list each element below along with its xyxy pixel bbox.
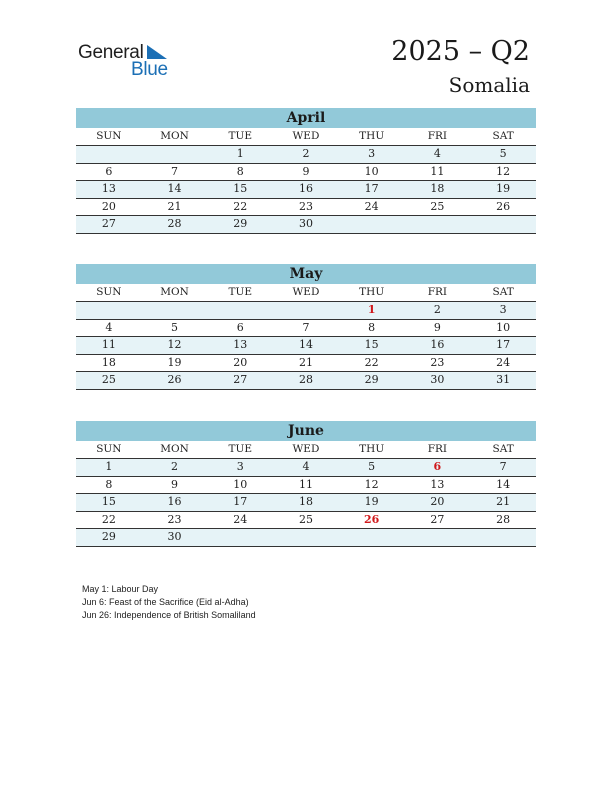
- week-row: [76, 529, 536, 547]
- day-cell: 27: [405, 511, 471, 529]
- day-cell: 12: [339, 476, 405, 494]
- empty-day-cell: [339, 216, 405, 234]
- holiday-note: Jun 26: Independence of British Somaliland: [82, 610, 256, 620]
- empty-day-cell: [470, 216, 536, 234]
- day-cell: 24: [470, 354, 536, 372]
- day-cell: 20: [405, 494, 471, 512]
- day-cell: 9: [142, 476, 208, 494]
- empty-day-cell: [142, 146, 208, 164]
- day-cell: 4: [76, 319, 142, 337]
- empty-day-cell: [207, 302, 273, 320]
- month-grid: [76, 284, 536, 390]
- day-cell: 14: [142, 181, 208, 199]
- holiday-note: Jun 6: Feast of the Sacrifice (Eid al-Adha): [82, 597, 249, 607]
- day-cell: 1: [76, 459, 142, 477]
- day-cell: 21: [273, 354, 339, 372]
- day-cell: 6: [405, 459, 471, 477]
- day-cell: 26: [142, 372, 208, 390]
- day-cell: 19: [142, 354, 208, 372]
- holiday-note: May 1: Labour Day: [82, 584, 159, 594]
- day-cell: 2: [405, 302, 471, 320]
- weekday-label: THU: [339, 128, 405, 146]
- day-cell: 12: [470, 163, 536, 181]
- day-cell: 9: [405, 319, 471, 337]
- day-cell: 28: [470, 511, 536, 529]
- weekday-label: WED: [273, 441, 339, 459]
- day-cell: 4: [405, 146, 471, 164]
- day-cell: 8: [76, 476, 142, 494]
- weekday-label: TUE: [207, 441, 273, 459]
- day-cell: 29: [207, 216, 273, 234]
- day-cell: 24: [339, 198, 405, 216]
- month-grid: [76, 128, 536, 234]
- day-cell: 10: [470, 319, 536, 337]
- day-cell: 10: [339, 163, 405, 181]
- day-cell: 30: [273, 216, 339, 234]
- page-title: 2025 – Q2: [391, 36, 530, 67]
- day-cell: 22: [339, 354, 405, 372]
- day-cell: 8: [339, 319, 405, 337]
- day-cell: 5: [142, 319, 208, 337]
- month-grid: [76, 441, 536, 547]
- week-row: [76, 198, 536, 216]
- weekday-label: SUN: [76, 284, 142, 302]
- week-row: [76, 319, 536, 337]
- weekday-label: WED: [273, 128, 339, 146]
- day-cell: 21: [142, 198, 208, 216]
- day-cell: 28: [273, 372, 339, 390]
- day-cell: 28: [142, 216, 208, 234]
- day-cell: 31: [470, 372, 536, 390]
- weekday-label: SUN: [76, 441, 142, 459]
- week-row: [76, 372, 536, 390]
- day-cell: 8: [207, 163, 273, 181]
- empty-day-cell: [207, 529, 273, 547]
- week-row: [76, 476, 536, 494]
- weekday-label: FRI: [405, 284, 471, 302]
- day-cell: 15: [207, 181, 273, 199]
- week-row: [76, 511, 536, 529]
- weekday-label: MON: [142, 284, 208, 302]
- weekday-label: TUE: [207, 128, 273, 146]
- day-cell: 7: [273, 319, 339, 337]
- week-row: [76, 459, 536, 477]
- day-cell: 14: [470, 476, 536, 494]
- day-cell: 22: [76, 511, 142, 529]
- weekday-label: WED: [273, 284, 339, 302]
- day-cell: 12: [142, 337, 208, 355]
- week-row: [76, 302, 536, 320]
- day-cell: 2: [142, 459, 208, 477]
- day-cell: 27: [207, 372, 273, 390]
- day-cell: 23: [273, 198, 339, 216]
- weekday-label: SAT: [470, 284, 536, 302]
- day-cell: 5: [470, 146, 536, 164]
- day-cell: 13: [405, 476, 471, 494]
- day-cell: 11: [273, 476, 339, 494]
- day-cell: 6: [207, 319, 273, 337]
- day-cell: 23: [405, 354, 471, 372]
- day-cell: 30: [142, 529, 208, 547]
- weekday-label: MON: [142, 128, 208, 146]
- day-cell: 24: [207, 511, 273, 529]
- empty-day-cell: [405, 216, 471, 234]
- day-cell: 18: [273, 494, 339, 512]
- day-cell: 16: [405, 337, 471, 355]
- day-cell: 18: [405, 181, 471, 199]
- empty-day-cell: [470, 529, 536, 547]
- empty-day-cell: [273, 529, 339, 547]
- empty-day-cell: [405, 529, 471, 547]
- weekday-label: TUE: [207, 284, 273, 302]
- day-cell: 26: [470, 198, 536, 216]
- day-cell: 21: [470, 494, 536, 512]
- empty-day-cell: [273, 302, 339, 320]
- week-row: [76, 163, 536, 181]
- day-cell: 29: [76, 529, 142, 547]
- weekday-label: SUN: [76, 128, 142, 146]
- day-cell: 22: [207, 198, 273, 216]
- day-cell: 14: [273, 337, 339, 355]
- day-cell: 11: [76, 337, 142, 355]
- weekday-header-row: [76, 128, 536, 146]
- day-cell: 3: [470, 302, 536, 320]
- month-name: April: [76, 108, 536, 128]
- day-cell: 13: [207, 337, 273, 355]
- day-cell: 19: [339, 494, 405, 512]
- day-cell: 18: [76, 354, 142, 372]
- week-row: [76, 337, 536, 355]
- weekday-label: THU: [339, 441, 405, 459]
- day-cell: 10: [207, 476, 273, 494]
- month-calendar-may: [76, 264, 536, 390]
- day-cell: 27: [76, 216, 142, 234]
- day-cell: 29: [339, 372, 405, 390]
- empty-day-cell: [76, 146, 142, 164]
- day-cell: 25: [405, 198, 471, 216]
- country-name: Somalia: [448, 73, 530, 97]
- weekday-label: SAT: [470, 441, 536, 459]
- holiday-notes: [82, 583, 256, 622]
- brand-blue-text: Blue: [131, 59, 168, 80]
- day-cell: 15: [339, 337, 405, 355]
- empty-day-cell: [76, 302, 142, 320]
- weekday-label: SAT: [470, 128, 536, 146]
- month-calendar-april: [76, 108, 536, 234]
- day-cell: 3: [339, 146, 405, 164]
- brand-general-text: General: [78, 42, 144, 63]
- week-row: [76, 146, 536, 164]
- month-name: June: [76, 421, 536, 441]
- weekday-header-row: [76, 284, 536, 302]
- day-cell: 1: [207, 146, 273, 164]
- empty-day-cell: [339, 529, 405, 547]
- month-name: May: [76, 264, 536, 284]
- day-cell: 30: [405, 372, 471, 390]
- day-cell: 16: [142, 494, 208, 512]
- day-cell: 4: [273, 459, 339, 477]
- day-cell: 16: [273, 181, 339, 199]
- day-cell: 17: [470, 337, 536, 355]
- day-cell: 13: [76, 181, 142, 199]
- week-row: [76, 494, 536, 512]
- day-cell: 5: [339, 459, 405, 477]
- weekday-label: THU: [339, 284, 405, 302]
- empty-day-cell: [142, 302, 208, 320]
- day-cell: 26: [339, 511, 405, 529]
- day-cell: 9: [273, 163, 339, 181]
- day-cell: 1: [339, 302, 405, 320]
- day-cell: 25: [273, 511, 339, 529]
- day-cell: 23: [142, 511, 208, 529]
- weekday-label: FRI: [405, 441, 471, 459]
- day-cell: 2: [273, 146, 339, 164]
- day-cell: 7: [142, 163, 208, 181]
- day-cell: 25: [76, 372, 142, 390]
- weekday-label: FRI: [405, 128, 471, 146]
- week-row: [76, 354, 536, 372]
- day-cell: 3: [207, 459, 273, 477]
- day-cell: 11: [405, 163, 471, 181]
- day-cell: 6: [76, 163, 142, 181]
- weekday-header-row: [76, 441, 536, 459]
- day-cell: 20: [207, 354, 273, 372]
- weekday-label: MON: [142, 441, 208, 459]
- day-cell: 17: [339, 181, 405, 199]
- month-calendar-june: [76, 421, 536, 547]
- brand-logo: [78, 42, 178, 82]
- day-cell: 15: [76, 494, 142, 512]
- week-row: [76, 181, 536, 199]
- day-cell: 17: [207, 494, 273, 512]
- week-row: [76, 216, 536, 234]
- day-cell: 7: [470, 459, 536, 477]
- day-cell: 20: [76, 198, 142, 216]
- day-cell: 19: [470, 181, 536, 199]
